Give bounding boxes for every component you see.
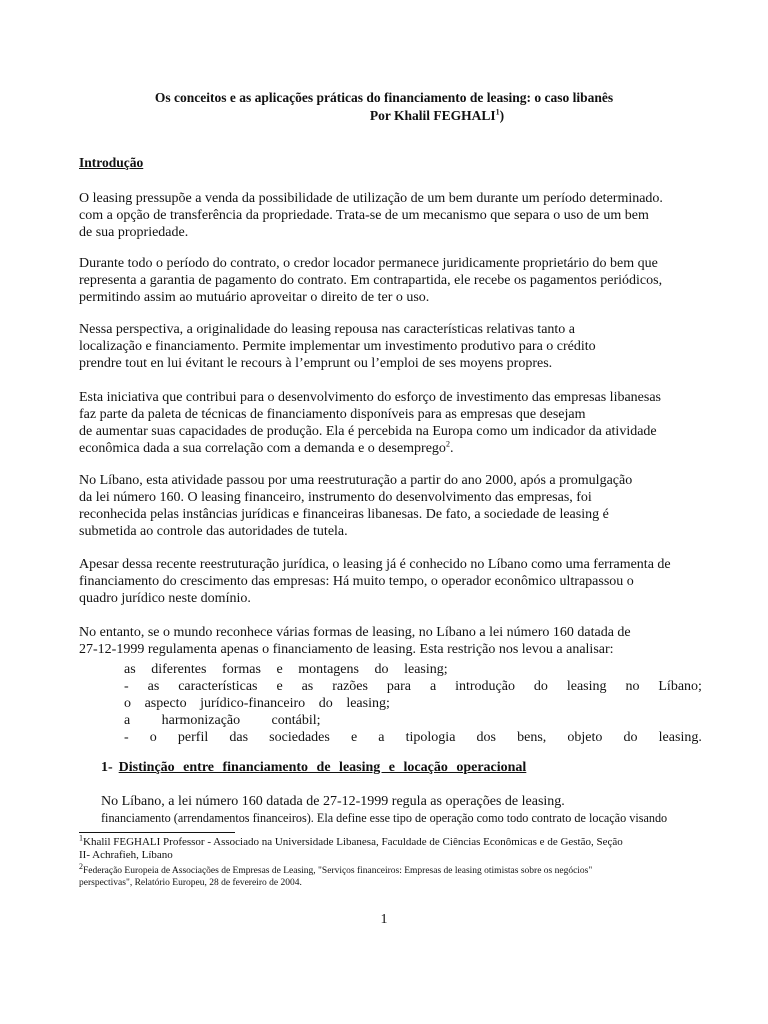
paragraph-2: Durante todo o período do contrato, o credor locador permanece juridicamente proprietário do bem que representa a garantia de pagamento do contrato. Em contrapartida, ele recebe os pagamentos periódicos, permitindo assim ao mutuário aproveitar o direito de ter o uso. xyxy=(79,256,663,305)
paragraph-6: Apesar dessa recente reestruturação jurídica, o leasing já é conhecido no Líbano como uma ferramenta de financiamento do crescimento das empresas: Há muito tempo, o operador econômico ultrapassou o quadro jurídico neste domínio. xyxy=(79,557,671,606)
list-item: - as características e as razões para a introdução do leasing no Líbano; xyxy=(124,679,702,694)
analysis-list xyxy=(124,661,702,746)
intro-heading: Introdução xyxy=(79,155,144,170)
footnote-1: $^1$Khalil FEGHALI Professor - Associado na Universidade Libanesa, Faculdade de Ciências Econômicas e de Gestão, Seção II- Achrafieh, Líbano xyxy=(79,833,623,861)
list-item: as diferentes formas e montagens do leasing; xyxy=(124,662,448,677)
footnote-separator xyxy=(79,832,235,833)
paragraph-4: Esta iniciativa que contribui para o desenvolvimento do esforço de investimento das empresas libanesas faz parte da paleta de técnicas de financiamento disponíveis para as empresas que desejam de aumentar suas capacidades de produção. Ela é percebida na Europa como um indicador da atividade econômica dada a sua correlação com a demanda e o desemprego$^2$. xyxy=(79,390,661,456)
page-number: 1 xyxy=(380,912,388,927)
title-main: Os conceitos e as aplicações práticas do financiamento de leasing: o caso libanês xyxy=(154,90,614,105)
paragraph-3: Nessa perspectiva, a originalidade do leasing repousa nas características relativas tanto a localização e financiamento. Permite implementar um investimento produtivo para o crédito prendre tout en lui évitant le recours à l’emprunt ou l’emploi de ses moyens propres. xyxy=(79,322,596,371)
paragraph-7: No entanto, se o mundo reconhece várias formas de leasing, no Líbano a lei número 160 datada de 27-12-1999 regulamenta apenas o financiamento de leasing. Esta restrição nos levou a analisar: xyxy=(79,625,631,657)
section-1-text: No Líbano, a lei número 160 datada de 27-12-1999 regula as operações de leasing. financiamento (arrendamentos financeiros). Ela define esse tipo de operação como todo contrato de locação visando xyxy=(101,794,668,825)
document-title xyxy=(0,89,768,125)
list-item: a harmonização contábil; xyxy=(124,713,321,728)
paragraph-5: No Líbano, esta atividade passou por uma reestruturação a partir do ano 2000, após a promulgação da lei número 160. O leasing financeiro, instrumento do desenvolvimento das empresas, foi reconhecida pelas instâncias jurídicas e financeiras libanesas. De fato, a sociedade de leasing é submetida ao controle das autoridades de tutela. xyxy=(79,473,633,539)
title-byline: Por Khalil FEGHALI$^1$) xyxy=(369,107,505,123)
list-item: - o perfil das sociedades e a tipologia dos bens, objeto do leasing. xyxy=(124,730,702,745)
footnote-2: $^2$Federação Europeia de Associações de Empresas de Leasing, "Serviços financeiros: Empresas de leasing otimistas sobre os negócios" perspectivas", Relatório Europeu, 28 de fevereiro de 2004. xyxy=(79,861,593,888)
section-1-heading: 1- Distinção entre financiamento de leasing e locação operacional xyxy=(101,760,527,775)
paragraph-1: O leasing pressupõe a venda da possibilidade de utilização de um bem durante um período determinado. com a opção de transferência da propriedade. Trata-se de um mecanismo que separa o uso de um bem de sua propriedade. xyxy=(79,191,663,240)
list-item: o aspecto jurídico-financeiro do leasing; xyxy=(124,696,390,711)
